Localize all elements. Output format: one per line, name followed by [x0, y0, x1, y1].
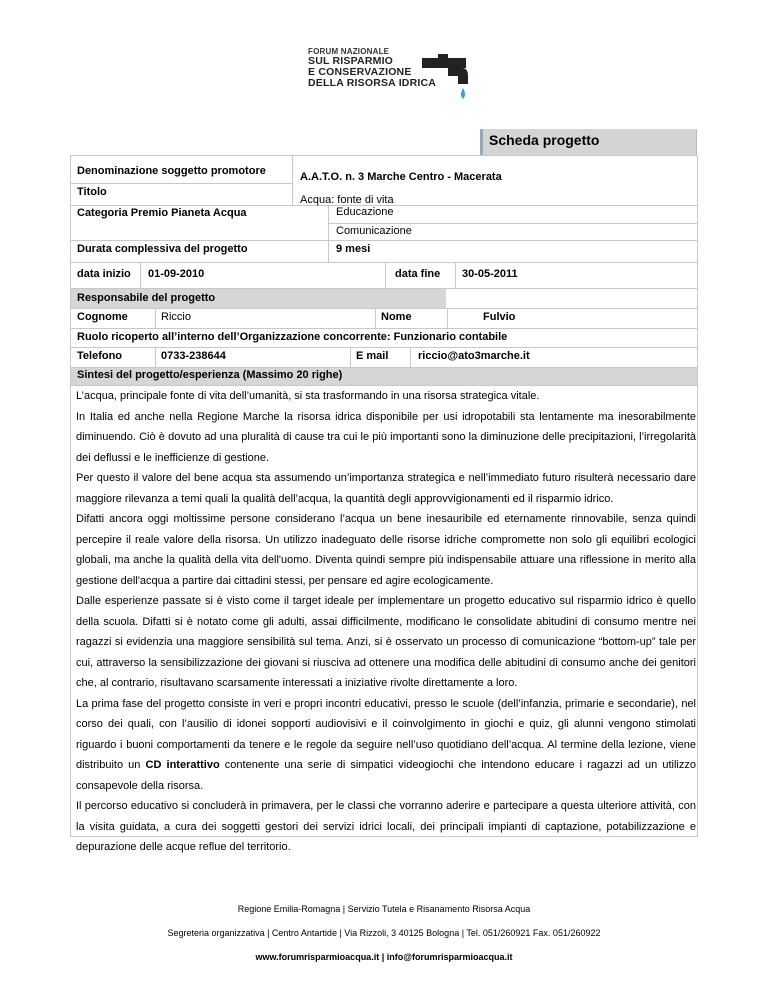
logo-line4: DELLA RISORSA IDRICA — [308, 77, 437, 89]
paragraph: In Italia ed anche nella Regione Marche la risorsa idrica disponibile per usi idropotabili sta lentamente ma inesorabilmente diminuendo. Ciò è dovuto ad una pluralità di cause tra cui le più importanti sono la diminuzione delle precipitazioni, l’irregolarità dei deflussi e le inefficienze di gestione. — [76, 410, 696, 464]
nome-label: Nome — [381, 311, 412, 323]
faucet-icon — [418, 54, 474, 110]
data-inizio-value: 01-09-2010 — [148, 268, 205, 280]
forum-logo — [308, 47, 436, 89]
categoria-value-educazione: Educazione — [336, 206, 394, 218]
sintesi-body — [76, 386, 696, 858]
responsabile-label: Responsabile del progetto — [77, 292, 216, 304]
paragraph: Difatti ancora oggi moltissime persone considerano l’acqua un bene inesauribile ed eternamente rinnovabile, senza quindi percepire il reale valore della risorsa. Un utilizzo inadeguato delle risorse idriche compromette non solo gli equilibri ecologici globali, ma anche la qualità della vita dell'uomo. Diventa quindi sempre più indispensabile attuare una riflessione in merito alla gestione dell'acqua a partire dai cittadini stessi, per pensare ed agire ecologicamente. — [76, 513, 696, 587]
categoria-value-comunicazione: Comunicazione — [336, 225, 412, 237]
telefono-label: Telefono — [77, 350, 123, 362]
paragraph: La prima fase del progetto consiste in veri e propri incontri educativi, presso le scuole (dell’infanzia, primarie e secondarie), nel corso dei quali, con l’ausilio di idonei sopporti audiovisivi e il coinvolgimento in giochi e quiz, gli alunni vengono stimolati riguardo i buoni comportamenti da tenere e le regole da seguire nell’uso quotidiano dell’acqua. Al termine della lezione, viene distribuito un CD interattivo contenente una serie di simpatici videogiochi che intendono educare i ragazzi ad un utilizzo consapevole della risorsa. — [76, 697, 696, 792]
paragraph: L’acqua, principale fonte di vita dell’umanità, si sta trasformando in una risorsa strategica vitale. — [76, 390, 540, 402]
telefono-value: 0733-238644 — [161, 350, 226, 362]
footer-links[interactable]: www.forumrisparmioacqua.it | info@forumrisparmioacqua.it — [255, 952, 513, 962]
footer-line2: Segreteria organizzativa | Centro Antartide | Via Rizzoli, 3 40125 Bologna | Tel. 051/260921 Fax. 051/260922 — [167, 928, 601, 938]
data-fine-label: data fine — [395, 268, 441, 280]
denominazione-label: Denominazione soggetto promotore — [77, 165, 266, 177]
categoria-label: Categoria Premio Pianeta Acqua — [77, 207, 247, 219]
titolo-value: Acqua: fonte di vita — [300, 194, 394, 206]
email-label: E mail — [356, 350, 389, 362]
page-title: Scheda progetto — [480, 129, 697, 155]
data-inizio-label: data inizio — [77, 268, 131, 280]
logo-line2: SUL RISPARMIO — [308, 55, 394, 67]
paragraph: Per questo il valore del bene acqua sta assumendo un’importanza strategica e nell’immediato futuro risulterà necessario dare maggiore rilevanza a temi quali la qualità dell’acqua, la quantità degli approvvigionamenti ed il risparmio idrico. — [76, 472, 696, 505]
durata-value: 9 mesi — [336, 243, 371, 255]
cd-interattivo-text: CD interattivo — [145, 759, 220, 771]
titolo-label: Titolo — [77, 186, 107, 198]
denominazione-value: A.A.T.O. n. 3 Marche Centro - Macerata — [300, 171, 502, 183]
paragraph: Il percorso educativo si concluderà in primavera, per le classi che vorranno aderire e partecipare a questa ulteriore attività, con la visita guidata, a cura dei soggetti gestori dei servizi idrici locali, dei principali impianti di captazione, potabilizzazione e depurazione delle acque reflue del territorio. — [76, 800, 696, 853]
cognome-value: Riccio — [161, 311, 191, 323]
logo-line3: E CONSERVAZIONE — [308, 66, 412, 78]
durata-label: Durata complessiva del progetto — [77, 243, 248, 255]
sintesi-label: Sintesi del progetto/esperienza (Massimo 20 righe) — [77, 369, 343, 381]
footer-line1: Regione Emilia-Romagna | Servizio Tutela e Risanamento Risorsa Acqua — [237, 904, 531, 914]
logo-line1: FORUM NAZIONALE — [308, 47, 390, 56]
cognome-label: Cognome — [77, 311, 128, 323]
data-fine-value: 30-05-2011 — [462, 268, 518, 280]
paragraph: Dalle esperienze passate si è visto come il target ideale per implementare un progetto educativo sul risparmio idrico è quello della scuola. Difatti si è notato come gli adulti, assai difficilmente, modificano le consolidate abitudini di consumo mentre nei ragazzi si evidenzia una maggiore sensibilità sul tema. Anzi, si è osservato un processo di comunicazione “bottom-up” tale per cui, attraverso la sensibilizzazione dei giovani si riusciva ad ottenere una modifica delle abitudini di consumo anche dei genitori che, al contrario, risultavano scarsamente interessati a iniziative rivolte direttamente a loro. — [76, 595, 696, 689]
ruolo-text: Ruolo ricoperto all’interno dell’Organizzazione concorrente: Funzionario contabile — [77, 331, 508, 343]
nome-value: Fulvio — [483, 311, 516, 323]
email-value: riccio@ato3marche.it — [418, 350, 530, 362]
